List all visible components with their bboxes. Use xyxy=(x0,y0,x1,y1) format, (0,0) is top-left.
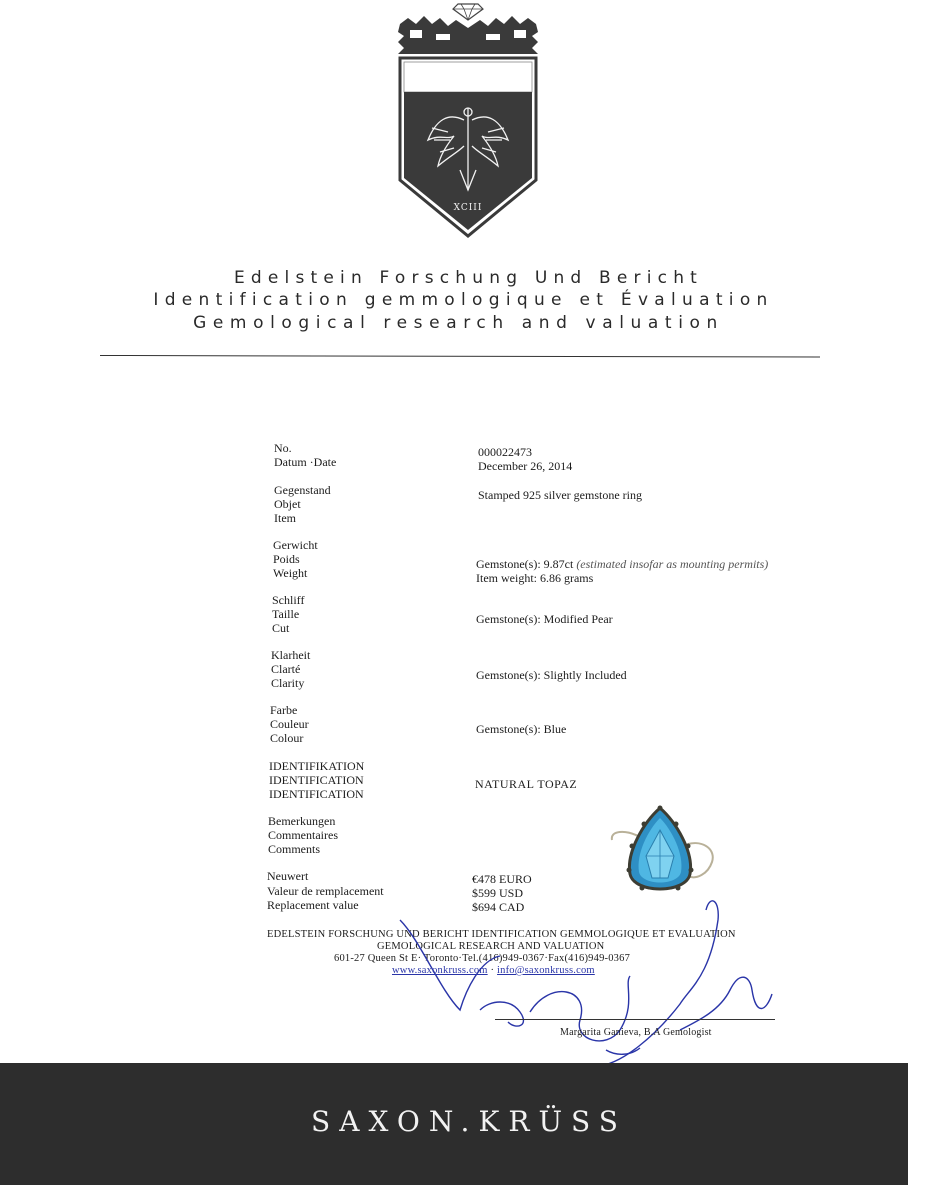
value-label-de: Neuwert xyxy=(267,869,309,883)
colour-label-en: Colour xyxy=(270,731,304,745)
crest-logo xyxy=(388,0,548,240)
value-euro: €478 EURO xyxy=(472,872,532,886)
footer-company-line-2: GEMOLOGICAL RESEARCH AND VALUATION xyxy=(377,941,605,952)
cut-label-fr: Taille xyxy=(272,607,300,621)
item-value: Stamped 925 silver gemstone ring xyxy=(478,488,642,502)
ident-label-fr: IDENTIFICATION xyxy=(269,773,364,787)
report-date: December 26, 2014 xyxy=(478,459,573,473)
ident-value: NATURAL TOPAZ xyxy=(475,777,578,791)
signatory: Margarita Ganieva, B.A Gemologist xyxy=(560,1027,712,1038)
colour-label-de: Farbe xyxy=(270,703,298,717)
header-line-german: Edelstein Forschung Und Bericht xyxy=(233,268,704,288)
header-line-french: Identification gemmologique et Évaluation xyxy=(153,290,774,310)
value-label-fr: Valeur de remplacement xyxy=(267,884,384,898)
value-label-en: Replacement value xyxy=(267,898,359,912)
website-link[interactable]: www.saxonkruss.com xyxy=(392,965,488,976)
signature xyxy=(380,880,800,1080)
colour-label-fr: Couleur xyxy=(270,717,309,731)
cut-label-de: Schliff xyxy=(272,593,305,607)
footer-links: www.saxonkruss.com · info@saxonkruss.com xyxy=(392,965,595,976)
email-link[interactable]: info@saxonkruss.com xyxy=(497,965,595,976)
comments-label-fr: Commentaires xyxy=(268,828,338,842)
item-label-fr: Objet xyxy=(274,497,301,511)
footer-company-line: EDELSTEIN FORSCHUNG UND BERICHT IDENTIFICATION GEMMOLOGIQUE ET EVALUATION xyxy=(267,929,736,940)
footer-address: 601-27 Queen St E· Toronto·Tel.(416)949-0367·Fax(416)949-0367 xyxy=(334,953,631,964)
gem-weight: Gemstone(s): 9.87ct xyxy=(476,557,574,571)
date-label: Datum ·Date xyxy=(274,455,337,469)
clarity-value: Gemstone(s): Slightly Included xyxy=(476,668,627,682)
report-number: 000022473 xyxy=(478,445,532,459)
item-weight: Item weight: 6.86 grams xyxy=(476,571,594,585)
cut-value: Gemstone(s): Modified Pear xyxy=(476,612,613,626)
brand-name: SAXON.KRÜSS xyxy=(311,1105,627,1138)
clarity-label-de: Klarheit xyxy=(271,648,311,662)
comments-label-de: Bemerkungen xyxy=(268,814,336,828)
clarity-label-en: Clarity xyxy=(271,676,305,690)
weight-label-fr: Poids xyxy=(273,552,300,566)
colour-value: Gemstone(s): Blue xyxy=(476,722,567,736)
header-line-english: Gemological research and valuation xyxy=(193,313,724,333)
cut-label-en: Cut xyxy=(272,621,290,635)
comments-label-en: Comments xyxy=(268,842,321,856)
item-label-en: Item xyxy=(274,511,296,525)
header-divider xyxy=(100,355,820,358)
diamond-icon xyxy=(453,4,483,20)
item-label-de: Gegenstand xyxy=(274,483,331,497)
weight-note: (estimated insofar as mounting permits) xyxy=(576,557,769,571)
clarity-label-fr: Clarté xyxy=(271,662,301,676)
value-cad: $694 CAD xyxy=(472,900,525,914)
ident-label-de: IDENTIFIKATION xyxy=(269,759,365,773)
weight-value xyxy=(476,557,768,571)
no-label: No. xyxy=(274,441,292,455)
ident-label-en: IDENTIFICATION xyxy=(269,787,364,801)
crest-motto: XCIII xyxy=(453,203,483,213)
value-usd: $599 USD xyxy=(472,886,524,900)
weight-label-de: Gerwicht xyxy=(273,538,318,552)
weight-label-en: Weight xyxy=(273,566,308,580)
signature-line xyxy=(495,1019,775,1020)
